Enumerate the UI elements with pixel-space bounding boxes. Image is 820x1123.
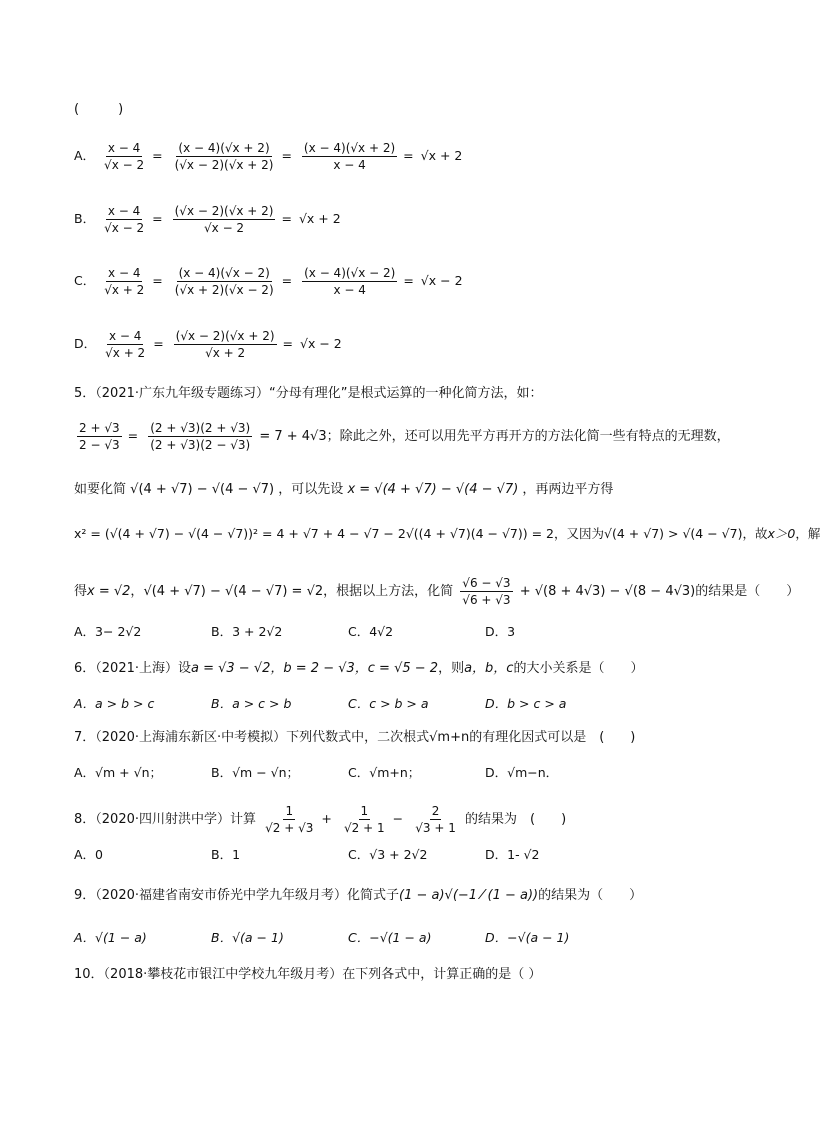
- q4-b-f2-den: √x − 2: [204, 221, 245, 235]
- q5-line-4: [74, 524, 820, 544]
- q6-stem-e: 的大小关系是（ ）: [513, 661, 644, 676]
- q4-option-b-label: B．: [74, 211, 96, 226]
- q6-choice-b[interactable]: B．a > c > b: [211, 696, 292, 711]
- q8-choice-c[interactable]: C．√3 + 2√2: [348, 847, 428, 862]
- q4-c-f3-den: x − 4: [333, 283, 366, 297]
- q6-choice-a[interactable]: A．a > b > c: [74, 696, 155, 711]
- q5-choice-d[interactable]: D．3: [485, 624, 516, 639]
- q7-choice-d[interactable]: D．√m−n．: [485, 765, 559, 780]
- q8-stem-a: 8．（2020·四川射洪中学）计算: [74, 812, 256, 827]
- q5-l4-text-c: ，故: [742, 526, 768, 541]
- q8-frac-3: [413, 803, 458, 836]
- q8-frac-2-den: √2 + 1: [344, 821, 385, 835]
- q5-ex-result: = 7 + 4√3: [259, 429, 327, 444]
- q4-b-f2-num: (√x − 2)(√x + 2): [174, 204, 274, 218]
- q4-c-result: √x − 2: [420, 273, 463, 288]
- q8-stem: 8．（2020·四川射洪中学）计算 $\frac{1}{√2 + √3}$ + $\frac{1}{√2 + 1}$ − $\frac{2}{√3 + 1}$ 的结果为 ( ): [74, 804, 567, 835]
- q6-choice-c[interactable]: C．c > b > a: [348, 696, 429, 711]
- q6-choices: [74, 694, 724, 714]
- q4-b-f1-num: x − 4: [107, 204, 141, 218]
- q5-l5-text-e: ，根据以上方法，化简: [323, 584, 454, 599]
- q4-c-frac-3: [302, 265, 397, 298]
- q5-l3-set-x: x = √(4 + √7) − √(4 − √7): [347, 482, 519, 497]
- q8-choice-b[interactable]: B．1: [211, 847, 241, 862]
- q5-l5-frac-den: √6 + √3: [462, 593, 511, 607]
- q8-choices: [74, 845, 724, 865]
- q10-stem: 10．（2018·攀枝花市银江中学校九年级月考）在下列各式中，计算正确的是（ ）: [74, 967, 542, 982]
- q8-choice-d[interactable]: D．1- √2: [485, 847, 540, 862]
- q5-stem: 5．（2021·广东九年级专题练习）“分母有理化”是根式运算的一种化简方法，如：: [74, 386, 543, 401]
- q5-l4-expr: x² = (√(4 + √7) − √(4 − √7))² = 4 + √7 + 4 − √7 − 2√((4 + √7)(4 − √7)) = 2: [74, 526, 555, 541]
- q9-expression: (1 − a)√(−1 ⁄ (1 − a)): [399, 888, 539, 903]
- q6-stem: [74, 659, 724, 679]
- q5-ex-num-1: 2 + √3: [79, 421, 120, 435]
- q4-b-f1-den: √x − 2: [104, 221, 145, 235]
- q4-option-d-label: D．: [74, 336, 97, 351]
- q5-l5-text-a: 得: [74, 584, 88, 599]
- q4-option-d[interactable]: D． $\frac{x - 4}{√x + 2}$ = $\frac{(√x - 2)(√x + 2)}{√x + 2}$ = √x − 2: [74, 329, 342, 360]
- q5-l5-x-value: x = √2: [87, 584, 131, 599]
- q4-d-result: √x − 2: [300, 336, 342, 351]
- q4-option-c[interactable]: C． $\frac{x - 4}{√x + 2}$ = $\frac{(x - 4)(√x - 2)}{(√x + 2)(√x - 2)}$ = $\frac{(x - 4)(√x - 2)}{x - 4}$ = √x − 2: [74, 266, 463, 297]
- q5-l5-expr: + √(8 + 4√3) − √(8 − 4√3): [519, 584, 696, 599]
- q4-a-f2-num: (x − 4)(√x + 2): [178, 141, 270, 155]
- q4-c-f1-num: x − 4: [108, 266, 141, 280]
- q9-stem: [74, 886, 724, 906]
- q4-b-result: √x + 2: [298, 211, 341, 226]
- q4-c-f2-den: (√x + 2)(√x − 2): [174, 283, 274, 297]
- q5-example-line: $\frac{2 + √3}{2 - √3}$ = $\frac{(2 + √3)(2 + √3)}{(2 + √3)(2 - √3)}$ = 7 + 4√3；除此之外，还可以用先平方再开方的方法化简一些有特点的无理数，: [79, 421, 730, 452]
- q5-example-frac-1: [77, 420, 122, 453]
- q8-frac-3-num: 2: [431, 804, 440, 818]
- q9-choice-b[interactable]: B．√(a − 1): [211, 930, 284, 945]
- q4-c-frac-1: [102, 265, 146, 298]
- q4-a-f1-den: √x − 2: [104, 158, 145, 172]
- q7-stem: [74, 728, 724, 748]
- q8-stem-b: 的结果为 ( ): [465, 812, 567, 827]
- q4-a-f3-den: x − 4: [333, 158, 366, 172]
- q5-l4-compare: √(4 + √7) > √(4 − √7): [604, 526, 743, 541]
- q5-choice-a[interactable]: A．3− 2√2: [74, 624, 142, 639]
- q5-ex-den-1: 2 − √3: [79, 438, 120, 452]
- q5-l3-text-c: ，再两边平方得: [522, 482, 614, 497]
- q5-example-frac-2: [148, 420, 252, 453]
- q8-frac-2-num: 1: [360, 804, 369, 818]
- q4-d-frac-2: [174, 328, 277, 361]
- q5-l5-text-g: 的结果是（ ）: [695, 584, 800, 599]
- q5-l4-text-e: ，解: [795, 526, 820, 541]
- q5-ex-num-2: (2 + √3)(2 + √3): [150, 421, 251, 435]
- q5-line-3: [74, 480, 724, 500]
- q4-d-f2-den: √x + 2: [205, 346, 246, 360]
- q8-choice-a[interactable]: A．0: [74, 847, 104, 862]
- q4-b-frac-1: [102, 203, 146, 236]
- q4-option-c-label: C．: [74, 273, 96, 288]
- q7-choices: [74, 763, 724, 783]
- q4-c-f3-num: (x − 4)(√x − 2): [304, 266, 396, 280]
- q8-frac-3-den: √3 + 1: [415, 821, 456, 835]
- q4-a-f2-den: (√x − 2)(√x + 2): [174, 158, 274, 172]
- q5-l3-text-b: ，可以先设: [278, 482, 344, 497]
- q8-frac-1-den: √2 + √3: [265, 821, 314, 835]
- q5-l5-comma: ，: [130, 584, 144, 599]
- q4-a-f3-num: (x − 4)(√x + 2): [303, 141, 396, 155]
- q4-a-f1-num: x − 4: [107, 141, 141, 155]
- q5-l3-text-a: 如要化简: [74, 482, 127, 497]
- q5-l4-text-b: ，又因为: [554, 526, 605, 541]
- q7-choice-b[interactable]: B．√m − √n；: [211, 765, 300, 780]
- q5-l5-frac-num: √6 − √3: [462, 576, 511, 590]
- q4-answer-paren: ( ): [74, 102, 124, 117]
- q6-stem-a: 6．（2021·上海）设: [74, 661, 191, 676]
- q9-stem-b: 的结果为（ ）: [538, 888, 643, 903]
- q4-c-frac-2: [173, 265, 276, 298]
- q5-l3-expr: √(4 + √7) − √(4 − √7): [130, 482, 275, 497]
- q5-choices: [74, 622, 724, 642]
- q4-a-frac-2: [173, 140, 276, 173]
- q9-choices: [74, 928, 724, 948]
- q7-stem-c: 的有理化因式可以是 ( ): [469, 730, 636, 745]
- q7-choice-a[interactable]: A．√m + √n；: [74, 765, 163, 780]
- q4-d-f1-num: x − 4: [108, 329, 142, 343]
- q7-choice-c[interactable]: C．√m+n；: [348, 765, 421, 780]
- q8-frac-1: [263, 803, 315, 836]
- q5-choice-b[interactable]: B．3 + 2√2: [211, 624, 283, 639]
- q5-line-5: [74, 575, 800, 608]
- q4-d-frac-1: [103, 328, 147, 361]
- q4-option-b[interactable]: B． $\frac{x - 4}{√x - 2}$ = $\frac{(√x - 2)(√x + 2)}{√x - 2}$ = √x + 2: [74, 204, 341, 235]
- q5-l4-x-positive: x＞0: [767, 526, 796, 541]
- q9-stem-a: 9．（2020·福建省南安市侨光中学九年级月考）化简式子: [74, 888, 399, 903]
- q4-b-frac-2: [173, 203, 276, 236]
- q4-c-f2-num: (x − 4)(√x − 2): [178, 266, 270, 280]
- q6-vars: a，b，c: [464, 661, 514, 676]
- q6-choice-d[interactable]: D．b > c > a: [485, 696, 567, 711]
- q4-c-f1-den: √x + 2: [104, 283, 145, 297]
- q4-option-a[interactable]: A． $\frac{x - 4}{√x - 2}$ = $\frac{(x - 4)(√x + 2)}{(√x - 2)(√x + 2)}$ = $\frac{(x - 4)(√x + 2)}{x - 4}$ = √x + 2: [74, 141, 463, 172]
- q8-frac-2: [342, 803, 387, 836]
- q4-option-a-label: A．: [74, 148, 96, 163]
- q4-a-frac-3: [302, 140, 397, 173]
- q6-definitions: a = √3 − √2，b = 2 − √3，c = √5 − 2: [191, 661, 439, 676]
- q5-l5-frac: [460, 575, 512, 608]
- q5-l5-identity: √(4 + √7) − √(4 − √7) = √2: [143, 584, 324, 599]
- q5-choice-c[interactable]: C．4√2: [348, 624, 394, 639]
- q6-stem-c: ，则: [438, 661, 465, 676]
- q5-ex-den-2: (2 + √3)(2 − √3): [150, 438, 251, 452]
- q9-choice-d[interactable]: D．−√(a − 1): [485, 930, 570, 945]
- q5-ex-tail: ；除此之外，还可以用先平方再开方的方法化简一些有特点的无理数，: [326, 429, 730, 444]
- q4-a-frac-1: [102, 140, 146, 173]
- q9-choice-c[interactable]: C．−√(1 − a): [348, 930, 432, 945]
- q4-a-result: √x + 2: [420, 148, 463, 163]
- q8-frac-1-num: 1: [285, 804, 294, 818]
- q7-stem-a: 7．（2020·上海浦东新区·中考模拟）下列代数式中，二次根式: [74, 730, 430, 745]
- q4-d-f2-num: (√x − 2)(√x + 2): [175, 329, 275, 343]
- q9-choice-a[interactable]: A．√(1 − a): [74, 930, 147, 945]
- q7-radical: √m+n: [429, 730, 470, 745]
- q4-d-f1-den: √x + 2: [105, 346, 146, 360]
